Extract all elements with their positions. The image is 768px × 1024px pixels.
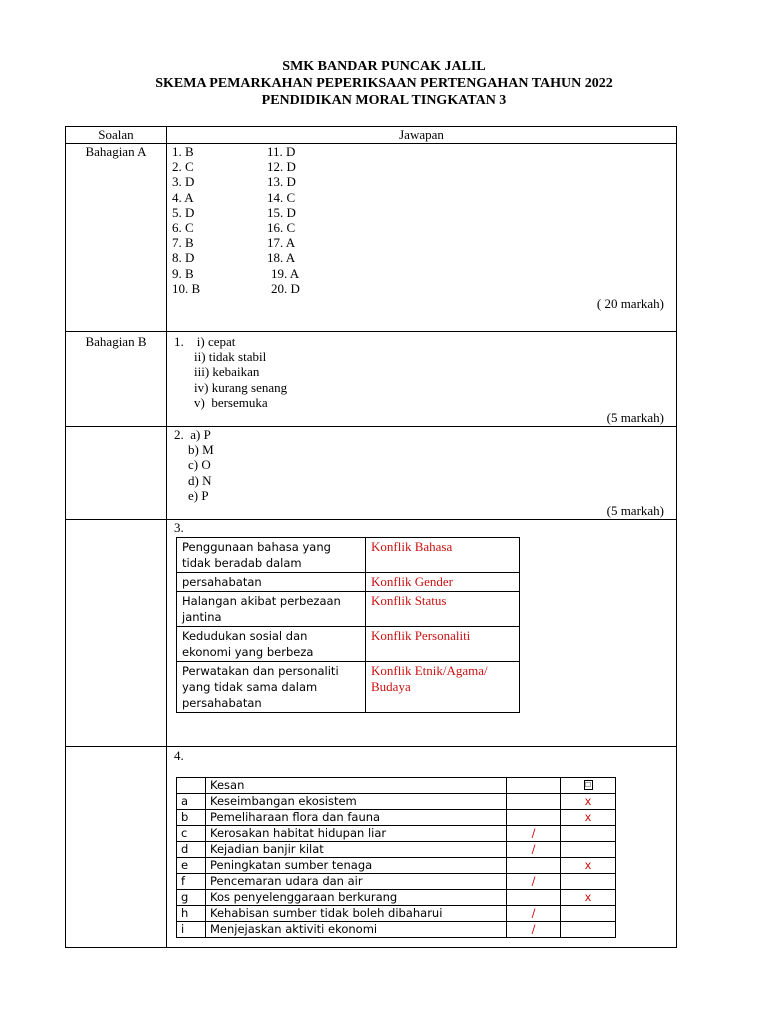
q2-line: e) P: [188, 487, 209, 503]
table-row: [177, 905, 616, 921]
q4-effect: Menjejaskan aktiviti ekonomi: [206, 921, 507, 937]
q4-rows: [177, 793, 616, 937]
table-header-row: [177, 777, 616, 793]
bahagian-b-q3-row: [66, 519, 677, 746]
answer-left: 4. A: [172, 189, 194, 205]
answer-pair: [172, 281, 676, 296]
q3-answers: [167, 519, 677, 746]
q4-mark-a: [507, 809, 561, 825]
q4-letter: f: [177, 873, 206, 889]
table-row: [177, 573, 520, 592]
answer-right: 11. D: [267, 144, 296, 159]
q4-mark-b: x: [561, 857, 616, 873]
answer-pair: [172, 205, 676, 220]
q4-effect: Kerosakan habitat hidupan liar: [206, 825, 507, 841]
q4-mark-a: /: [507, 841, 561, 857]
col-soalan-header: Soalan: [66, 127, 167, 144]
q3-description: Halangan akibat perbezaan jantina: [177, 592, 366, 627]
bahagian-a-label: Bahagian A: [66, 144, 167, 332]
q3-conflict: Konflik Gender: [366, 573, 520, 592]
q2-line: c) O: [188, 457, 211, 473]
table-row: [177, 841, 616, 857]
table-row: [177, 873, 616, 889]
col-jawapan-header: Jawapan: [167, 127, 677, 144]
q4-letter: c: [177, 825, 206, 841]
q4-letter: e: [177, 857, 206, 873]
answer-pair: [172, 250, 676, 265]
q1-line: iv) kurang senang: [194, 379, 288, 395]
table-row: [177, 809, 616, 825]
box-icon: ☐: [584, 781, 592, 790]
table-row: [177, 592, 520, 627]
q3-description: Penggunaan bahasa yang tidak beradab dalam: [177, 538, 366, 573]
q1-line: 1. i) cepat: [174, 334, 236, 349]
q4-letter: b: [177, 809, 206, 825]
q4-mark-b: [561, 921, 616, 937]
bahagian-a-answers: [167, 144, 677, 332]
q1-answers: [167, 332, 677, 427]
answer-pair: [172, 235, 676, 250]
q4-col-b-header: [561, 777, 616, 793]
answer-right: 18. A: [267, 250, 296, 266]
q4-mark-a: /: [507, 905, 561, 921]
bahagian-a-row: [66, 144, 677, 332]
answer-pair: [172, 159, 676, 174]
q4-mark-a: /: [507, 921, 561, 937]
q4-number: 4.: [174, 747, 184, 763]
q4-effect: Kejadian banjir kilat: [206, 841, 507, 857]
bahagian-a-marks: ( 20 markah): [596, 295, 664, 311]
q4-effect: Kehabisan sumber tidak boleh dibaharui: [206, 905, 507, 921]
q4-mark-a: /: [507, 825, 561, 841]
q4-letter: d: [177, 841, 206, 857]
q4-mark-b: [561, 841, 616, 857]
empty-cell: [177, 777, 206, 793]
bahagian-b-label: Bahagian B: [66, 332, 167, 427]
answer-right: 13. D: [267, 174, 296, 190]
q4-letter: g: [177, 889, 206, 905]
q2-line: d) N: [188, 472, 212, 488]
q3-conflict: Konflik Bahasa: [366, 538, 520, 573]
document-header: [0, 58, 768, 109]
answer-right: 14. C: [267, 189, 296, 205]
table-row: [177, 825, 616, 841]
q2-answers: [167, 426, 677, 519]
table-header-row: [66, 127, 677, 144]
answer-pair: [172, 144, 676, 159]
bahagian-b-q2-row: [66, 426, 677, 519]
table-row: [177, 627, 520, 662]
q1-marks: (5 markah): [606, 409, 664, 425]
answer-right: 20. D: [271, 280, 300, 296]
q1-line: iii) kebaikan: [194, 364, 260, 380]
q3-conflict: Konflik Etnik/Agama/ Budaya: [366, 662, 520, 713]
answer-right: 19. A: [271, 265, 300, 281]
q4-col-a-header: [507, 777, 561, 793]
q4-effect: Peningkatan sumber tenaga: [206, 857, 507, 873]
answer-left: 6. C: [172, 219, 194, 235]
document-title: SKEMA PEMARKAHAN PEPERIKSAAN PERTENGAHAN TAHUN 2022: [155, 76, 613, 91]
answer-right: 16. C: [267, 219, 296, 235]
q3-conflict-table: [176, 537, 520, 713]
table-row: [177, 662, 520, 713]
q4-mark-a: [507, 889, 561, 905]
q4-kesan-header: Kesan: [206, 777, 507, 793]
q2-line: b) M: [188, 442, 214, 458]
answer-left: 8. D: [172, 250, 195, 266]
q4-letter: h: [177, 905, 206, 921]
q4-mark-b: [561, 905, 616, 921]
answer-right: 15. D: [267, 204, 296, 220]
answer-right: 12. D: [267, 159, 296, 175]
empty-cell: [66, 426, 167, 519]
q4-letter: a: [177, 793, 206, 809]
answer-list: [172, 144, 676, 296]
q4-mark-b: [561, 873, 616, 889]
q4-letter: i: [177, 921, 206, 937]
q4-effect: Pencemaran udara dan air: [206, 873, 507, 889]
subject-title: PENDIDIKAN MORAL TINGKATAN 3: [261, 93, 507, 108]
answer-left: 9. B: [172, 265, 194, 281]
answer-left: 3. D: [172, 174, 195, 190]
q4-mark-a: /: [507, 873, 561, 889]
answer-left: 7. B: [172, 235, 194, 251]
answer-pair: [172, 220, 676, 235]
table-row: [177, 793, 616, 809]
answer-left: 5. D: [172, 204, 195, 220]
q4-mark-b: x: [561, 809, 616, 825]
q3-description: Kedudukan sosial dan ekonomi yang berbeza: [177, 627, 366, 662]
bahagian-b-q1-row: [66, 332, 677, 427]
answer-left: 1. B: [172, 144, 194, 159]
q4-effect: Kos penyelenggaraan berkurang: [206, 889, 507, 905]
q4-mark-b: x: [561, 889, 616, 905]
q3-description: Perwatakan dan personaliti yang tidak sama dalam persahabatan: [177, 662, 366, 713]
q4-mark-b: x: [561, 793, 616, 809]
table-row: [177, 889, 616, 905]
q2-line: 2. a) P: [174, 426, 211, 442]
q4-effect: Pemeliharaan flora dan fauna: [206, 809, 507, 825]
answer-right: 17. A: [267, 235, 296, 251]
q4-mark-a: [507, 857, 561, 873]
q4-mark-b: [561, 825, 616, 841]
q4-effects-table: [176, 777, 616, 938]
answer-pair: [172, 174, 676, 189]
q3-conflict: Konflik Status: [366, 592, 520, 627]
table-row: [177, 538, 520, 573]
q1-line: ii) tidak stabil: [194, 349, 267, 365]
answer-left: 2. C: [172, 159, 194, 175]
empty-cell: [66, 519, 167, 746]
school-name: SMK BANDAR PUNCAK JALIL: [282, 59, 486, 74]
table-row: [177, 857, 616, 873]
answer-pair: [172, 190, 676, 205]
answer-left: 10. B: [172, 280, 201, 296]
bahagian-b-q4-row: [66, 746, 677, 947]
q2-marks: (5 markah): [606, 502, 664, 518]
q4-answers: [167, 746, 677, 947]
q4-effect: Keseimbangan ekosistem: [206, 793, 507, 809]
q3-number: 3.: [174, 519, 184, 535]
table-row: [177, 921, 616, 937]
answer-pair: [172, 266, 676, 281]
empty-cell: [66, 746, 167, 947]
q3-description: persahabatan: [177, 573, 366, 592]
marking-scheme-table: [65, 126, 677, 948]
q4-mark-a: [507, 793, 561, 809]
q1-line: v) bersemuka: [194, 394, 268, 410]
q3-conflict: Konflik Personaliti: [366, 627, 520, 662]
